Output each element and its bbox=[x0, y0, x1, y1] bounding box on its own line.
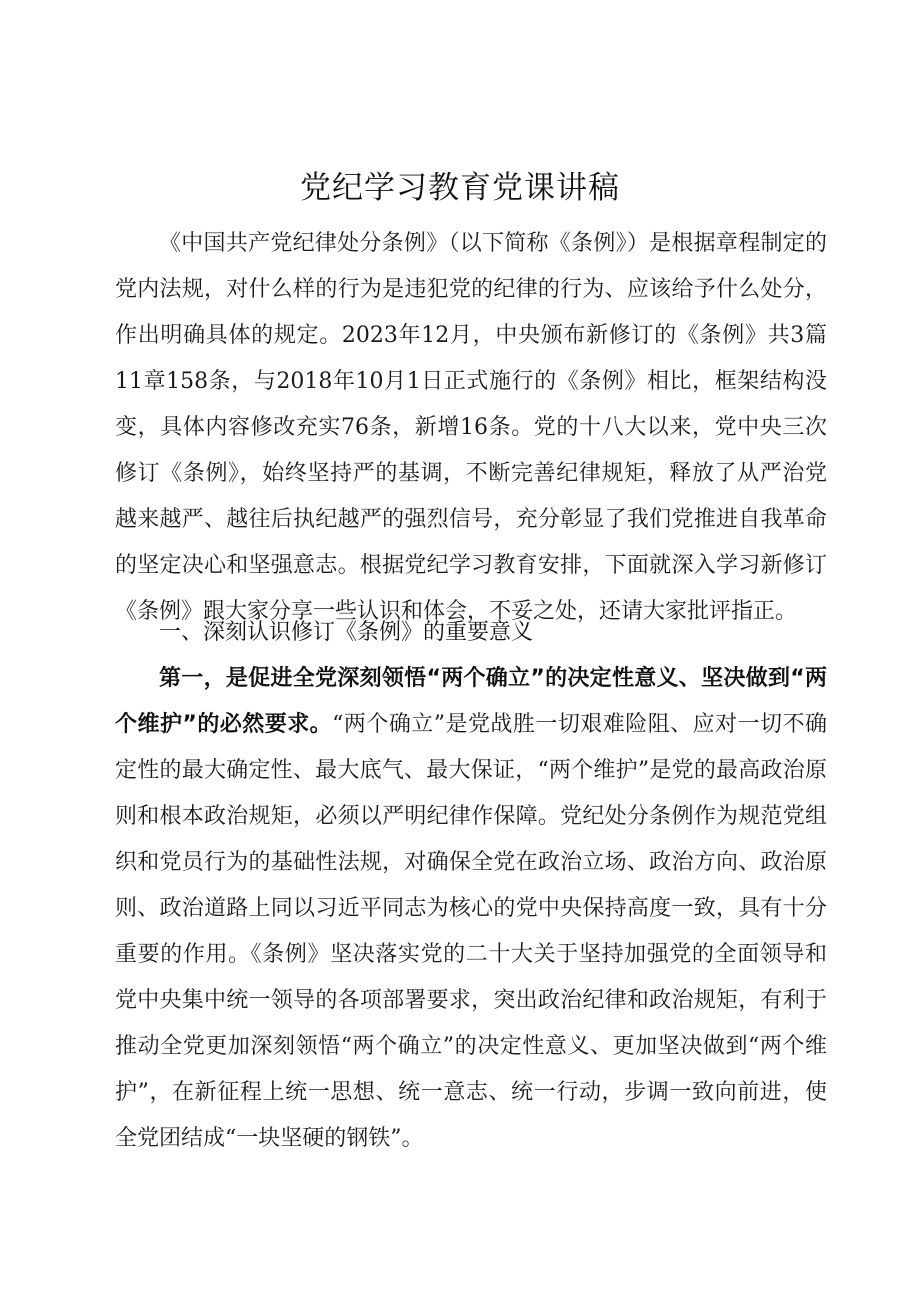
document-title: 党纪学习教育党课讲稿 bbox=[300, 170, 620, 206]
point-one-body: “两个确立”是党战胜一切艰难险阻、应对一切不确定性的最大确定性、最大底气、最大保证，“两个维护”是党的最高政治原则和根本政治规矩，必须以严明纪律作保障。党纪处分条例作为规范党组织和党员行为的基础性法规，对确保全党在政治立场、政治方向、政治原则、政治道路上同以习近平同志为核心的党中央保持高度一致，具有十分重要的作用。《条例》坚决落实党的二十大关于坚持加强党的全面领导和党中央集中统一领导的各项部署要求，突出政治纪律和政治规矩，有利于推动全党更加深刻领悟“两个确立”的决定性意义、更加坚决做到“两个维护”，在新征程上统一思想、统一意志、统一行动，步调一致向前进，使全党团结成“一块坚硬的钢铁”。 bbox=[115, 712, 828, 1151]
intro-paragraph: 《中国共产党纪律处分条例》（以下简称《条例》）是根据章程制定的党内法规，对什么样的行为是违犯党的纪律的行为、应该给予什么处分，作出明确具体的规定。2023年12月，中央颁布新修订的《条例》共3篇11章158条，与2018年10月1日正式施行的《条例》相比，框架结构没变，具体内容修改充实76条，新增16条。党的十八大以来，党中央三次修订《条例》，始终坚持严的基调，不断完善纪律规矩，释放了从严治党越来越严、越往后执纪越严的强烈信号，充分彰显了我们党推进自我革命的坚定决心和坚强意志。根据党纪学习教育安排，下面就深入学习新修订《条例》跟大家分享一些认识和体会，不妥之处，还请大家批评指正。 bbox=[115, 231, 827, 624]
section-heading-one: 一、深刻认识修订《条例》的重要意义 bbox=[159, 620, 534, 645]
point-one-lead: 第一，是促进全党深刻领悟“两个确立”的决定性意义、坚决做到“两个维护”的必然要求。 bbox=[115, 666, 827, 737]
point-one-paragraph bbox=[115, 656, 827, 1162]
